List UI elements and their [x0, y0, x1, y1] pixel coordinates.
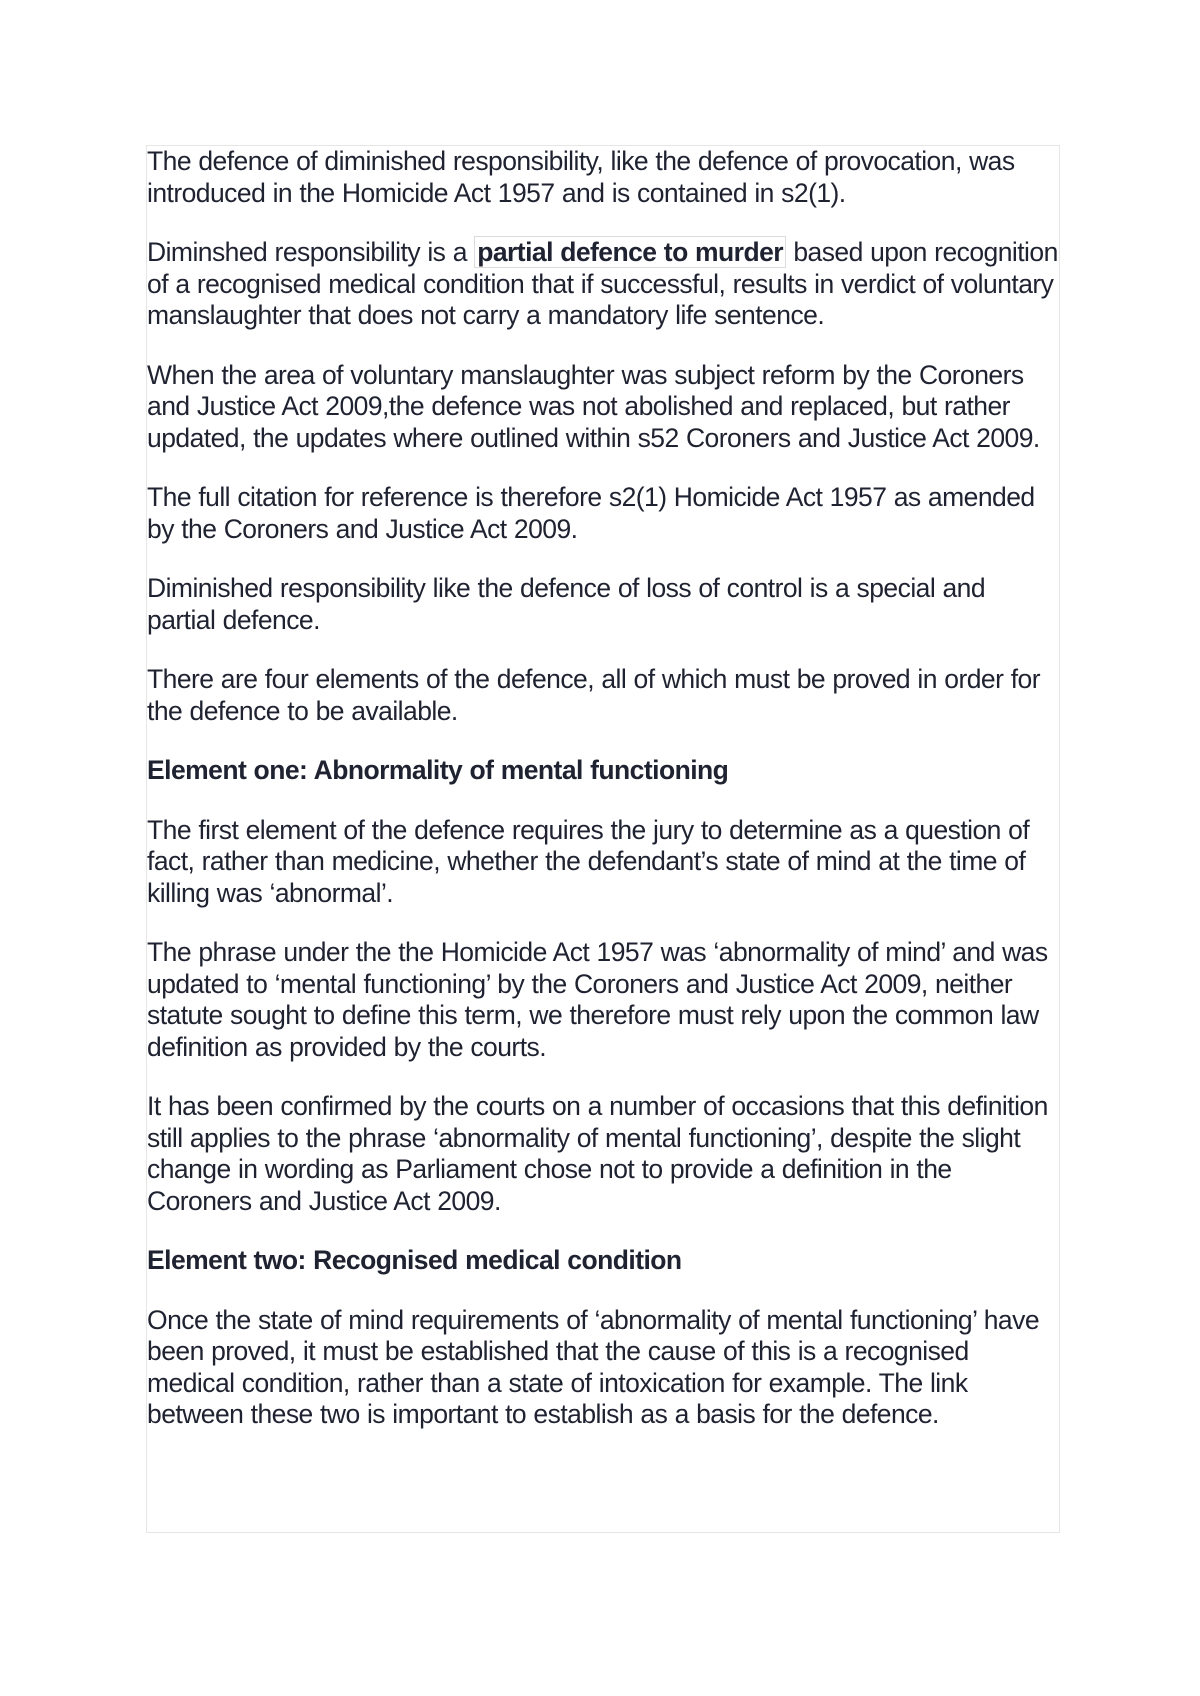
paragraph-special-defence: Diminished responsibility like the defence of loss of control is a special and partial defence.: [147, 573, 986, 635]
paragraph-partial-defence: [147, 237, 1059, 332]
paragraph-first-element: The first element of the defence requires the jury to determine as a question of fact, rather than medicine, whether the defendant’s state of mind at the time of killing was ‘abnormal’.: [147, 814, 1030, 908]
document-body: [147, 146, 1059, 1431]
heading-element-one: Element one: Abnormality of mental functioning: [147, 755, 729, 785]
paragraph-reform: When the area of voluntary manslaughter was subject reform by the Coroners and Justice Act 2009,the defence was not abolished and replaced, but rather updated, the updates where outlined within s52 Coroners and Justice Act 2009.: [147, 359, 1040, 453]
paragraph-second-element: Once the state of mind requirements of ‘abnormality of mental functioning’ have been proved, it must be established that the cause of this is a recognised medical condition, rather than a state of intoxication for example. The link between these two is important to establish as a basis for the defence.: [147, 1304, 1040, 1429]
paragraph-phrase-update: The phrase under the the Homicide Act 1957 was ‘abnormality of mind’ and was updated to ‘mental functioning’ by the Coroners and Justice Act 2009, neither statute sought to define this term, we therefore must rely upon the common law definition as provided by the courts.: [147, 937, 1048, 1062]
heading-element-two: Element two: Recognised medical condition: [147, 1245, 682, 1275]
paragraph-intro: The defence of diminished responsibility, like the defence of provocation, was introduced in the Homicide Act 1957 and is contained in s2(1).: [147, 146, 1015, 208]
paragraph-citation: The full citation for reference is therefore s2(1) Homicide Act 1957 as amended by the Coroners and Justice Act 2009.: [147, 482, 1035, 544]
highlighted-term[interactable]: partial defence to murder: [474, 236, 786, 268]
paragraph-four-elements: There are four elements of the defence, all of which must be proved in order for the defence to be available.: [147, 664, 1040, 726]
paragraph-partial-defence-start: Diminshed responsibility is a: [147, 237, 475, 267]
paragraph-partial-defence-end: based upon recognition of a recognised medical condition that if successful, results in verdict of voluntary manslaughter that does not carry a mandatory life sentence.: [147, 237, 1058, 330]
paragraph-confirmed: It has been confirmed by the courts on a number of occasions that this definition still applies to the phrase ‘abnormality of mental functioning’, despite the slight change in wording as Parliament chose not to provide a definition in the Coroners and Justice Act 2009.: [147, 1091, 1048, 1216]
